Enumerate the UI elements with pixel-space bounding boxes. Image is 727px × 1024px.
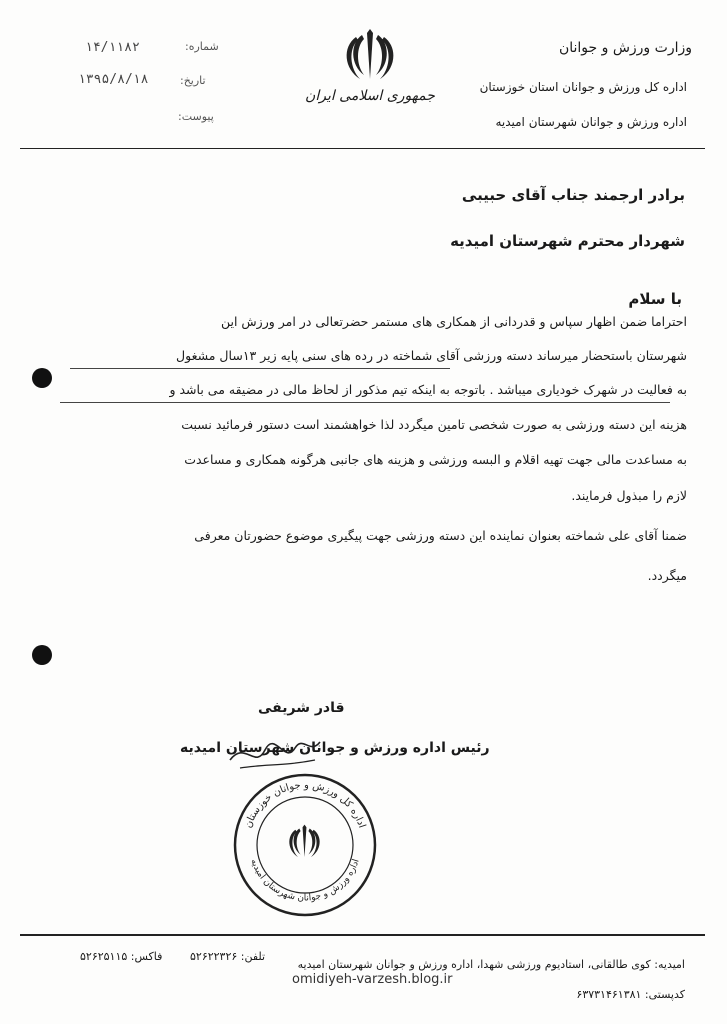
date-value: ۱۳۹۵/۸/۱۸ [78, 72, 149, 87]
footer-postal-code: کدپستی: ۶۳۷۳۱۴۶۱۳۸۱ [576, 988, 685, 1001]
body-line: لازم را مبذول فرمایند. [571, 488, 687, 503]
handwritten-underline [70, 368, 450, 369]
number-value: ۱۴/۱۱۸۲ [85, 40, 140, 55]
recipient-line-2: شهردار محترم شهرستان امیدیه [450, 232, 685, 250]
punch-hole [32, 368, 52, 388]
iran-emblem-icon [340, 25, 400, 85]
greeting: با سلام [628, 290, 682, 308]
body-line: ضمنا آقای علی شماخته بعنوان نماینده این دسته ورزشی جهت پیگیری موضوع حضورتان معرفی [194, 528, 687, 543]
date-label: تاریخ: [180, 74, 206, 87]
signatory-title: رئیس اداره ورزش و جوانان شهرستان امیدیه [180, 740, 490, 756]
svg-text:اداره کل ورزش و جوانان خوزستان [243, 780, 367, 830]
recipient-line-1: برادر ارجمند جناب آقای حبیبی [461, 186, 685, 204]
republic-caption: جمهوری اسلامی ایران [305, 88, 435, 104]
body-line: هزینه این دسته ورزشی به صورت شخصی تامین میگردد لذا خواهشمند است دستور فرمائید نسبت [181, 417, 687, 432]
stamp-inner-text: اداره ورزش و جوانان شهرستان امیدیه [248, 857, 362, 904]
handwritten-underline [60, 402, 670, 403]
header-divider [20, 148, 705, 149]
city-office-title: اداره ورزش و جوانان شهرستان امیدیه [495, 115, 687, 129]
ministry-title: وزارت ورزش و جوانان [558, 40, 692, 56]
footer-fax: فاکس: ۵۲۶۲۵۱۱۵ [80, 950, 163, 963]
stamp-outer-text: اداره کل ورزش و جوانان خوزستان [242, 779, 368, 830]
attachment-label: پیوست: [178, 110, 214, 123]
official-stamp [230, 770, 380, 920]
body-line: به فعالیت در شهرک خودیاری میباشد . باتوجه به اینکه تیم مذکور از لحاظ مالی در مضیقه می باشد و [169, 382, 687, 397]
footer-phone: تلفن: ۵۲۶۲۲۳۲۶ [190, 950, 266, 963]
body-line: به مساعدت مالی جهت تهیه اقلام و البسه ورزشی و هزینه های جانبی هرگونه همکاری و مساعدت [184, 452, 687, 467]
number-label: شماره: [185, 40, 219, 53]
svg-text:اداره ورزش و جوانان شهرستان ام [248, 858, 361, 904]
punch-hole [32, 645, 52, 665]
footer-address: امیدیه: کوی طالقانی، استادیوم ورزشی شهدا، اداره ورزش و جوانان شهرستان امیدیه [297, 958, 685, 971]
footer-website: omidiyeh-varzesh.blog.ir [292, 972, 453, 987]
signatory-name: قادر شریفی [258, 700, 345, 716]
footer-divider [20, 934, 705, 936]
body-line: شهرستان باستحضار میرساند دسته ورزشی آقای شماخته در رده های سنی پایه زیر ۱۳سال مشغول [176, 348, 687, 363]
body-line: میگردد. [647, 568, 687, 583]
general-office-title: اداره کل ورزش و جوانان استان خوزستان [479, 80, 687, 94]
body-line: احتراما ضمن اظهار سپاس و قدردانی از همکاری های مستمر حضرتعالی در امر ورزش این [220, 314, 687, 329]
